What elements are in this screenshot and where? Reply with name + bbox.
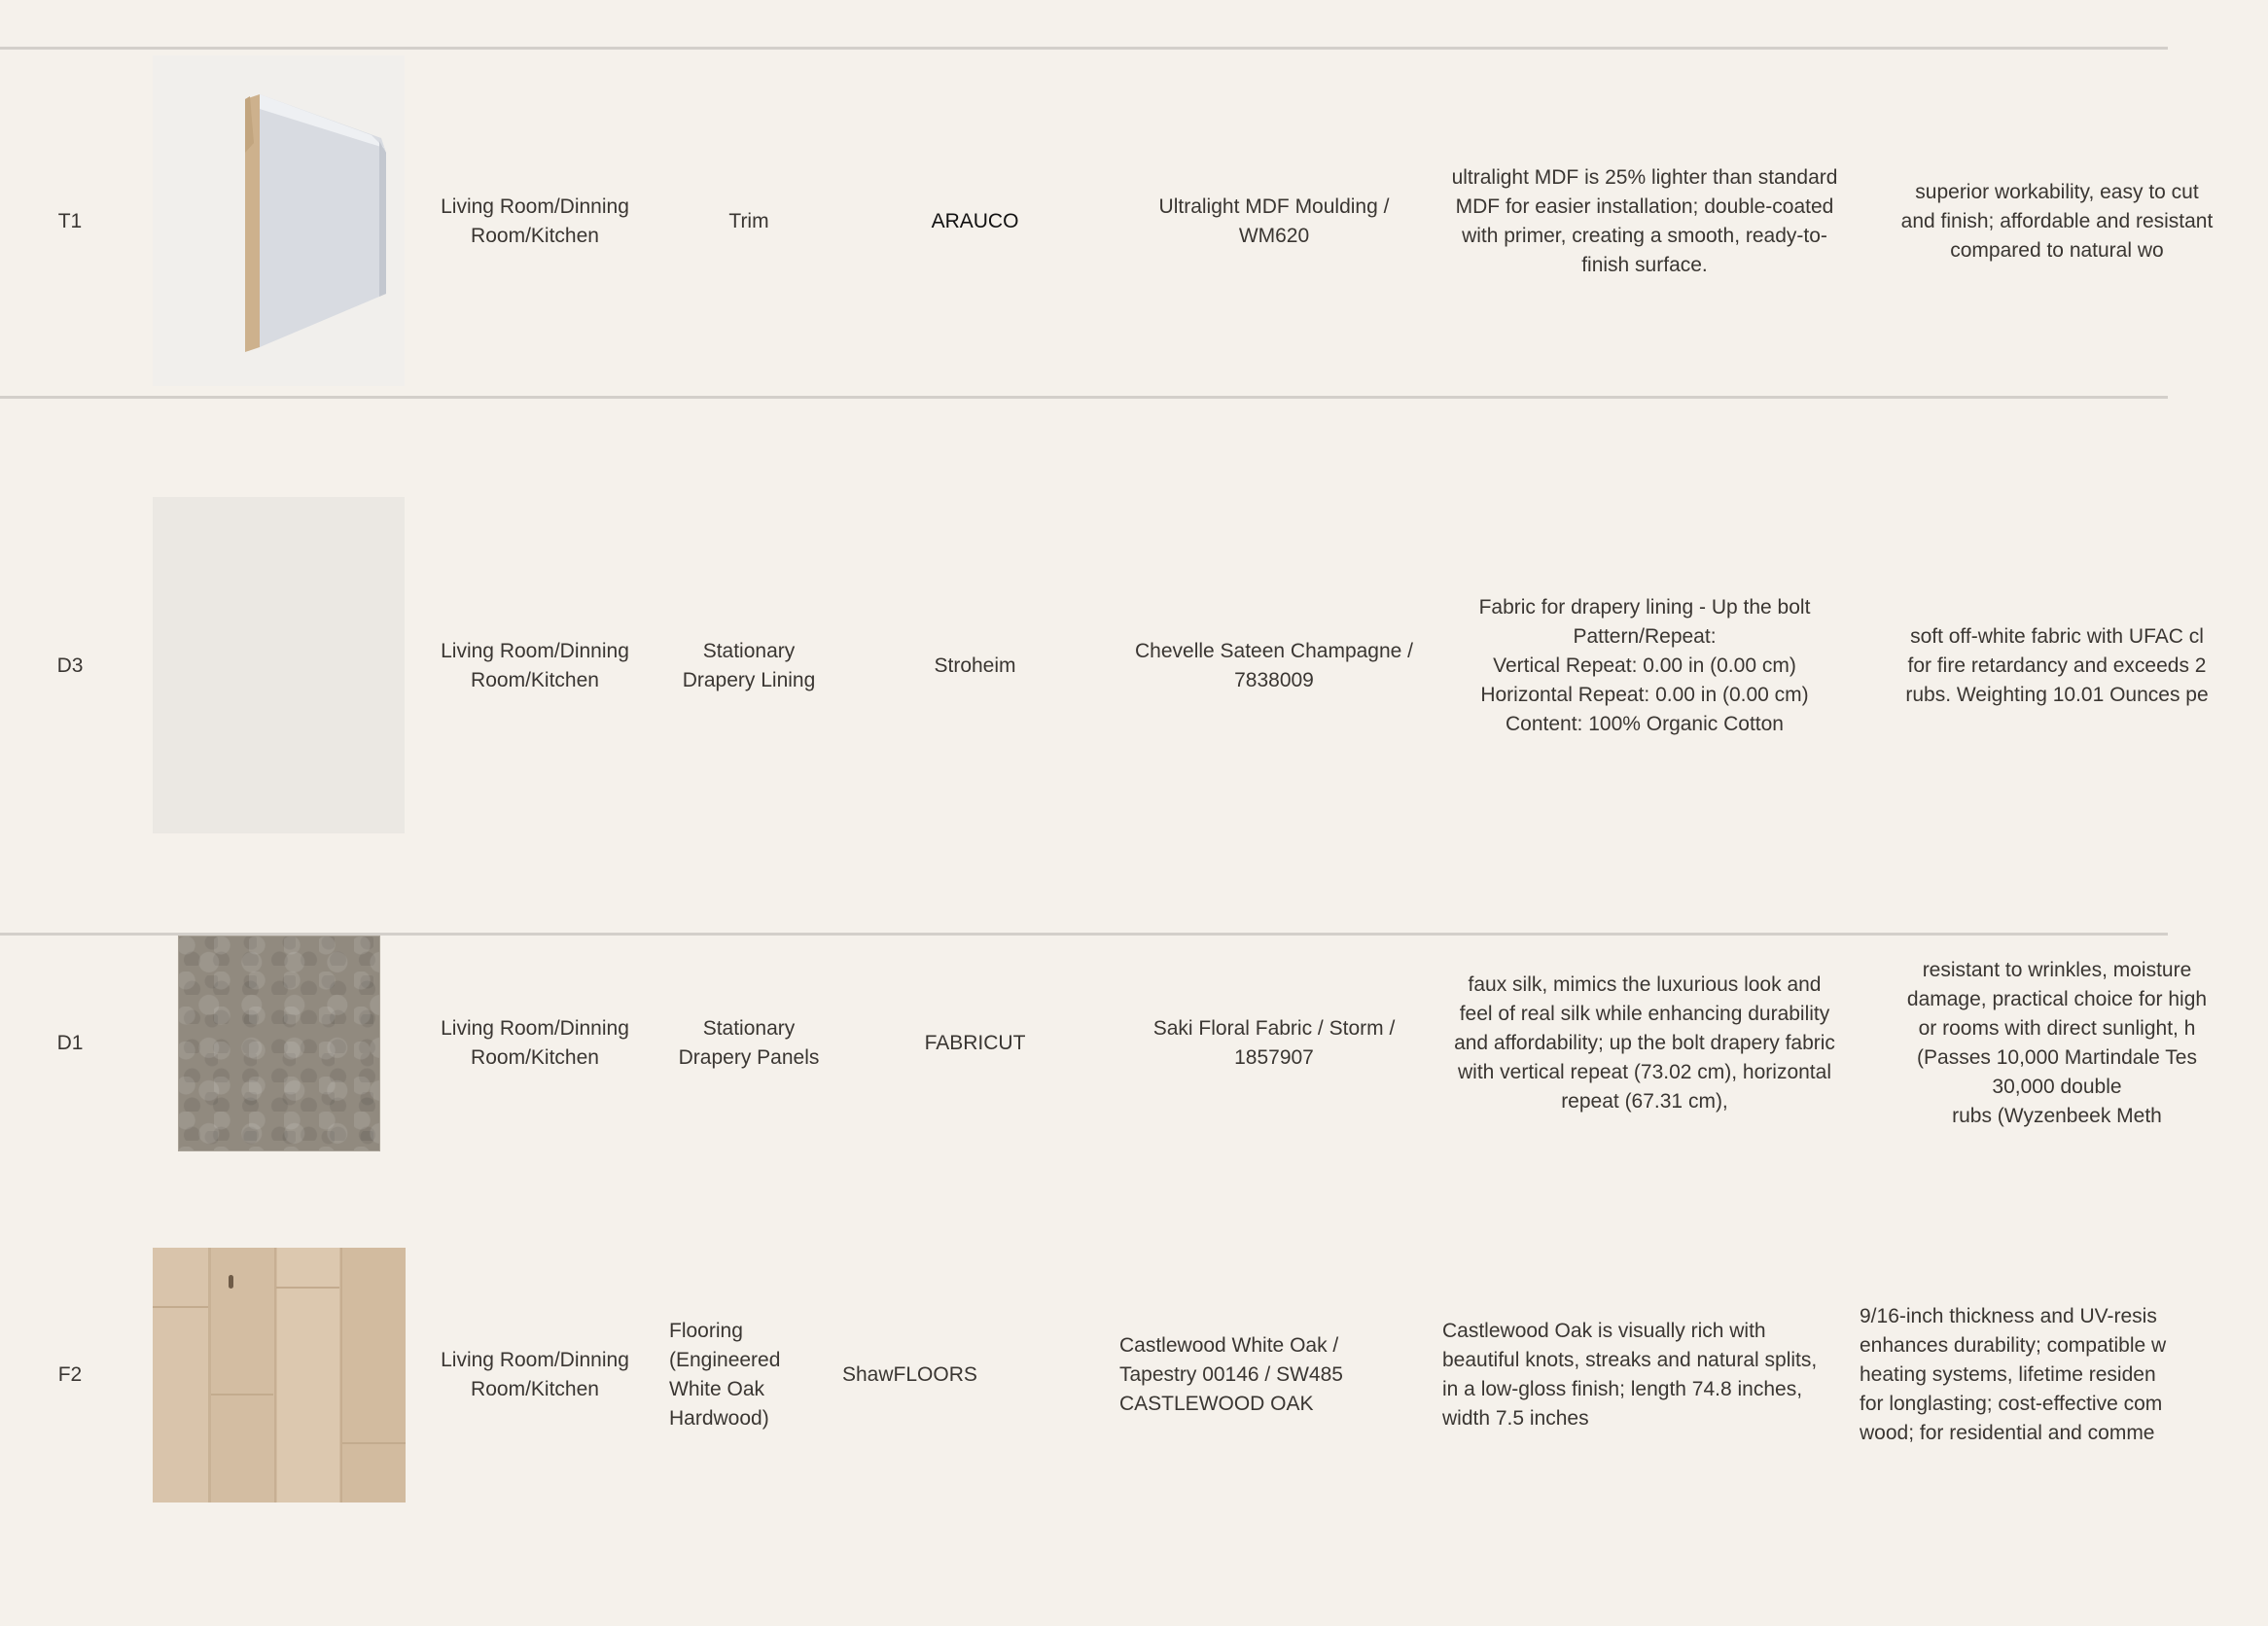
description-text: faux silk, mimics the luxurious look and feel of real silk while enhancing durability and affordability; up the bolt drapery fabric with vertical repeat (73.02 cm), horizontal repeat (67.31 cm), (1454, 973, 1835, 1113)
brand-label: FABRICUT (924, 1032, 1026, 1054)
description-text: Fabric for drapery lining - Up the bolt Pattern/Repeat: Vertical Repeat: 0.00 in (0.00 cm) Horizontal Repeat: 0.00 in (0.00 cm) Content: 100% Organic Cotton (1478, 596, 1811, 735)
notes-text: superior workability, easy to cut and finish; affordable and resistant compared to natural wo (1900, 181, 2214, 262)
room-label: Living Room/Dinning Room/Kitchen (441, 1349, 629, 1400)
row-code: T1 (57, 210, 83, 232)
type-label: Flooring (Engineered White Oak Hardwood) (669, 1320, 781, 1430)
product-image-trim (153, 55, 405, 386)
type-label: Stationary Drapery Lining (682, 640, 816, 691)
description-text: ultralight MDF is 25% lighter than standard MDF for easier installation; double-coated with primer, creating a smooth, ready-to- finish surface. (1451, 166, 1838, 276)
product-label: Ultralight MDF Moulding / WM620 (1158, 195, 1390, 247)
product-image-lining (153, 497, 405, 833)
type-label: Stationary Drapery Panels (678, 1017, 820, 1069)
product-label: Chevelle Sateen Champagne / 7838009 (1134, 640, 1414, 691)
product-label: Saki Floral Fabric / Storm / 1857907 (1152, 1017, 1396, 1069)
product-image-fabric (178, 936, 380, 1151)
row-code: D1 (56, 1032, 84, 1054)
table-row (0, 936, 2208, 1151)
product-image-wood (153, 1248, 406, 1502)
table-row (0, 47, 2214, 397)
moulding-image (153, 55, 405, 386)
brand-label: ARAUCO (931, 210, 1019, 232)
brand-label: Stroheim (934, 654, 1016, 677)
room-label: Living Room/Dinning Room/Kitchen (441, 640, 629, 691)
notes-text: soft off-white fabric with UFAC cl for fire retardancy and exceeds 2 rubs. Weighting 10.01 Ounces pe (1905, 625, 2209, 706)
description-text: Castlewood Oak is visually rich with beautiful knots, streaks and natural splits, in a low-gloss finish; length 74.8 inches, width 7.5 inches (1442, 1320, 1818, 1430)
type-label: Trim (728, 210, 769, 232)
room-label: Living Room/Dinning Room/Kitchen (441, 195, 629, 247)
row-code: D3 (56, 654, 84, 677)
table-row (0, 1248, 2168, 1502)
brand-label: ShawFLOORS (842, 1363, 977, 1386)
table-row (0, 399, 2209, 934)
product-label: Castlewood White Oak / Tapestry 00146 / SW485 CASTLEWOOD OAK (1119, 1334, 1343, 1415)
notes-text: resistant to wrinkles, moisture damage, practical choice for high or rooms with direct sunlight, h (Passes 10,000 Martindale Tes 30,000 double rubs (Wyzenbeek Meth (1906, 959, 2208, 1127)
row-code: F2 (57, 1363, 83, 1386)
notes-text: 9/16-inch thickness and UV-resis enhances durability; compatible w heating systems, lifetime residen for longlasting; cost-effective com wood; for residential and comme (1860, 1305, 2167, 1444)
room-label: Living Room/Dinning Room/Kitchen (441, 1017, 629, 1069)
